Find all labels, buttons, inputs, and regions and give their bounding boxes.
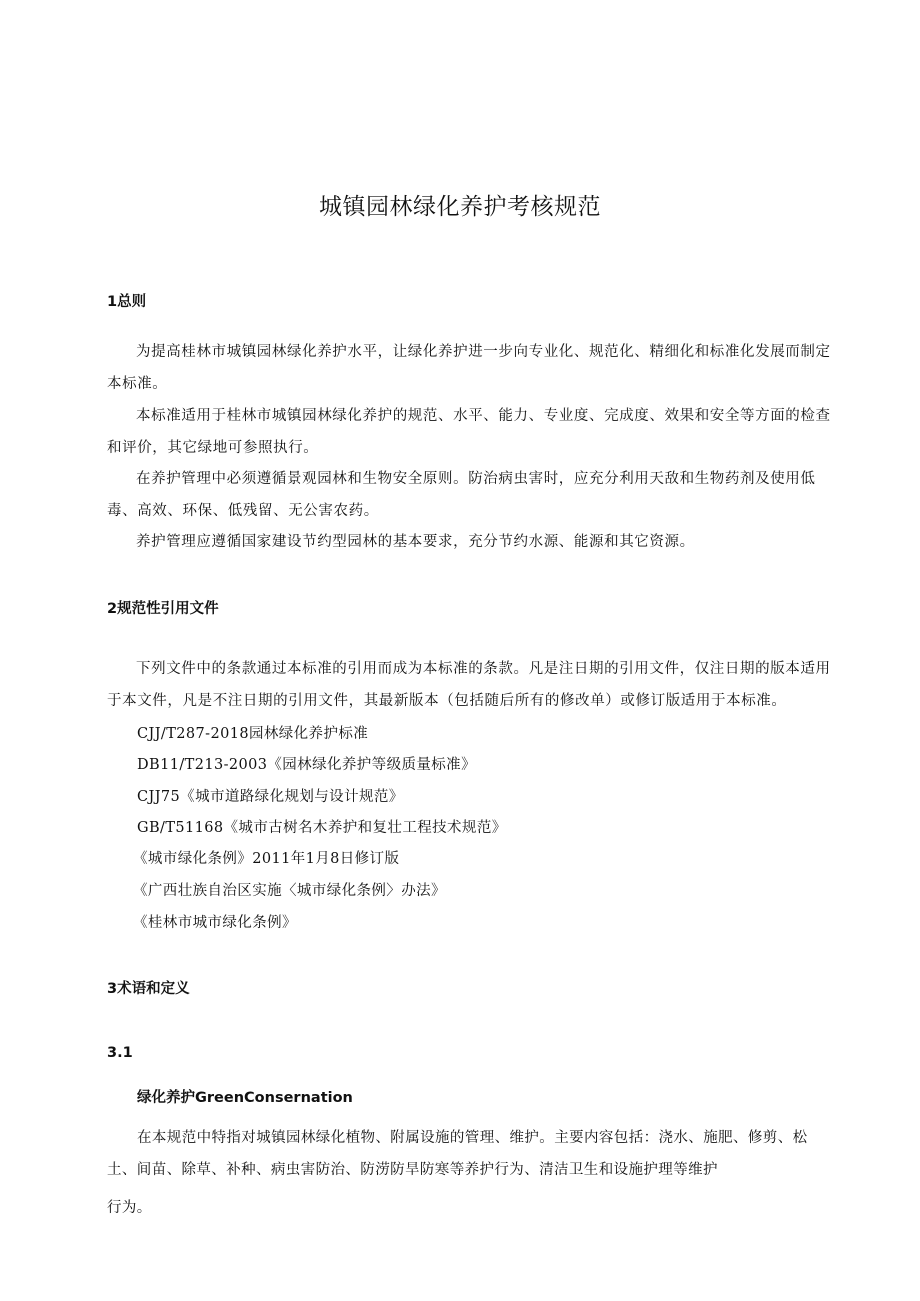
document-title: 城镇园林绿化养护考核规范 <box>319 194 601 220</box>
reference-item: 《桂林市城市绿化条例》 <box>133 915 297 931</box>
section-1-paragraph-3: 在养护管理中必须遵循景观园林和生物安全原则。防治病虫害时，应充分利用天敌和生物药剂及使用低毒、高效、环保、低残留、无公害农药。 <box>107 471 816 519</box>
section-3-heading: 3术语和定义 <box>107 981 190 997</box>
section-1-heading: 1总则 <box>107 294 147 310</box>
reference-item: CJJ75《城市道路绿化规划与设计规范》 <box>137 789 404 805</box>
reference-item: GB/T51168《城市古树名木养护和复壮工程技术规范》 <box>137 820 507 836</box>
definition-line: 行为。 <box>107 1200 152 1216</box>
clause-number: 3.1 <box>107 1045 133 1061</box>
section-1-paragraph-2: 本标准适用于桂林市城镇园林绿化养护的规范、水平、能力、专业度、完成度、效果和安全等方面的检查和评价，其它绿地可参照执行。 <box>107 408 831 456</box>
section-2-intro: 下列文件中的条款通过本标准的引用而成为本标准的条款。凡是注日期的引用文件，仅注日期的版本适用于本文件，凡是不注日期的引用文件，其最新版本（包括随后所有的修改单）或修订版适用于本标准。 <box>107 661 831 709</box>
definition-line: 土、间苗、除草、补种、病虫害防治、防涝防旱防寒等养护行为、清洁卫生和设施护理等维护 <box>107 1162 718 1178</box>
section-1-paragraph-4: 养护管理应遵循国家建设节约型园林的基本要求，充分节约水源、能源和其它资源。 <box>136 534 695 550</box>
reference-item: 《广西壮族自治区实施〈城市绿化条例〉办法》 <box>133 883 446 899</box>
section-1-paragraph-1: 为提高桂林市城镇园林绿化养护水平，让绿化养护进一步向专业化、规范化、精细化和标准化发展而制定本标准。 <box>107 344 831 392</box>
definition-line: 在本规范中特指对城镇园林绿化植物、附属设施的管理、维护。主要内容包括：浇水、施肥、修剪、松 <box>137 1130 808 1146</box>
reference-item: DB11/T213-2003《园林绿化养护等级质量标准》 <box>137 757 476 773</box>
section-2-heading: 2规范性引用文件 <box>107 601 219 617</box>
term-title: 绿化养护GreenConsernation <box>137 1090 353 1106</box>
reference-item: 《城市绿化条例》2011年1月8日修订版 <box>133 851 400 867</box>
reference-item: CJJ/T287-2018园林绿化养护标准 <box>137 726 369 742</box>
